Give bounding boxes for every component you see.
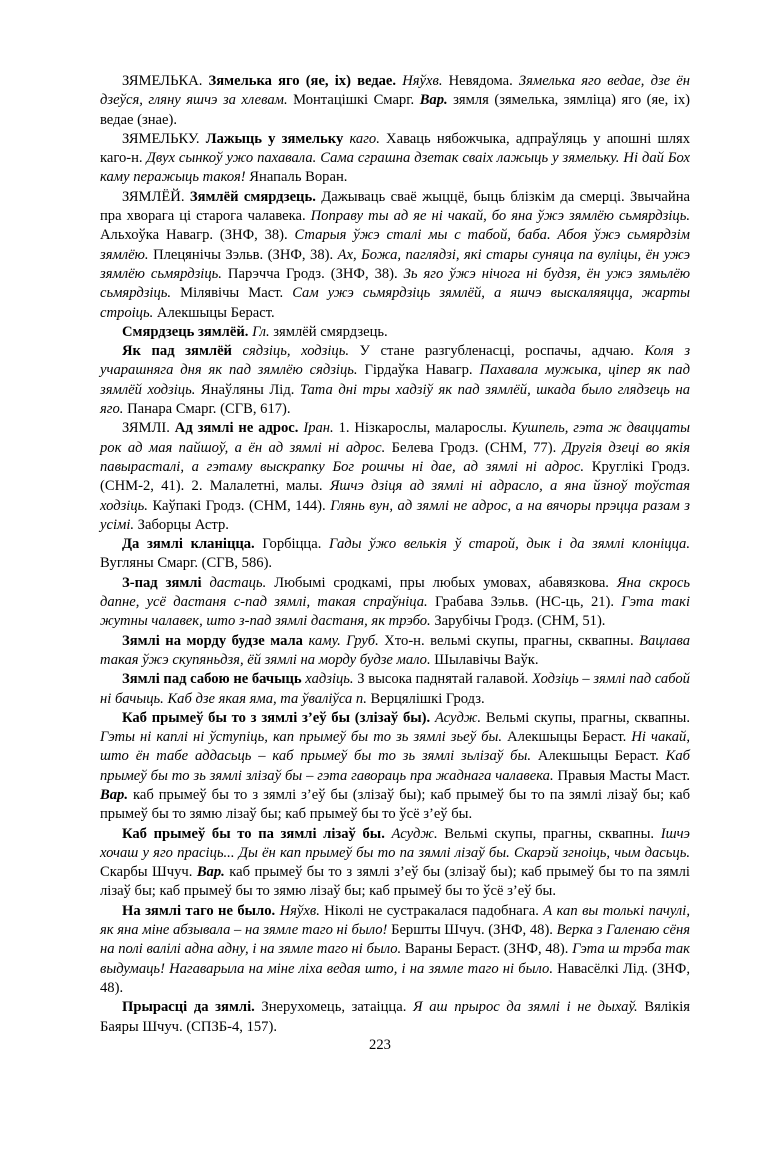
- dictionary-entry: [100, 574, 690, 632]
- entry-text: Плецянічы Зэльв. (ЗНФ, 38).: [148, 246, 338, 263]
- italic-text: Я аш прырос да зямлі і не дыхаў.: [413, 999, 638, 1016]
- entry-text: ЗЯМЕЛЬКУ.: [122, 130, 206, 147]
- headword: Зямлі пад сабою не бачыць: [122, 671, 302, 688]
- entry-text: Верцялішкі Гродз.: [366, 690, 485, 707]
- italic-text: Вар.: [419, 92, 448, 109]
- entry-text: Грабава Зэльв. (НС-ць, 21).: [427, 594, 622, 611]
- entry-text: 1. Нізкарослы, маларослы.: [333, 420, 512, 437]
- entry-text: Монтацішкі Смарг.: [287, 92, 420, 109]
- italic-text: Зямелька яго ведае, дзе ён дзеўся, гляну яшчэ за хлевам.: [100, 73, 691, 109]
- italic-text: Ходзіць – зямлі пад сабой ні бачыць. Каб дзе якая яма, та ўваліўса п.: [100, 671, 690, 707]
- entry-text: Ніколі не сустракалася падобнага.: [319, 902, 544, 919]
- entry-text: Гірдаўка Навагр.: [357, 362, 480, 379]
- dictionary-entry: [100, 72, 690, 130]
- entry-text: Знерухомець, затаіцца.: [254, 999, 413, 1016]
- italic-text: Каб прымеў бы то зь зямлі злізаў бы – гэта гавораць пра жаднага чалавека.: [100, 748, 690, 784]
- dictionary-entry: [100, 188, 690, 323]
- entry-text: ЗЯМЛІ.: [122, 420, 175, 437]
- entry-text: Алекшыцы Бераст.: [502, 729, 632, 746]
- headword: Каб прымеў бы то па зямлі лізаў бы.: [122, 825, 385, 842]
- entry-text: Вараны Бераст. (ЗНФ, 48).: [401, 941, 573, 958]
- italic-text: Гэты ні каплі ні ўступіць, кап прымеў бы то зь зямлі зьеў бы.: [100, 729, 503, 746]
- italic-text: А кап вы толькі пачулі, як яна міне абзывала – на зямле таго ні было!: [100, 902, 690, 939]
- entry-text: Правыя Масты Маст.: [553, 767, 691, 784]
- entry-text: Любымі сродкамі, пры любых умовах, абавязкова.: [266, 574, 617, 591]
- entry-text: Мілявічы Маст.: [171, 285, 293, 302]
- italic-text: сядзіць, ходзіць.: [242, 343, 350, 360]
- dictionary-entry: [100, 342, 690, 419]
- italic-text: каму. Груб.: [308, 632, 379, 649]
- dictionary-entry: [100, 535, 690, 574]
- entry-text: Альхоўка Навагр. (ЗНФ, 38).: [100, 227, 295, 244]
- entry-text: Вугляны Смарг. (СГВ, 586).: [100, 555, 273, 572]
- italic-text: Гэта такі жутны чалавек, што з-пад зямлі дастаня, як трэбо.: [100, 594, 690, 630]
- italic-text: Вар.: [196, 864, 225, 881]
- entry-text: Алекшыцы Бераст.: [153, 304, 275, 321]
- entry-text: [385, 826, 392, 842]
- entry-text: ЗЯМЛЁЙ.: [122, 188, 190, 205]
- dictionary-entry: [100, 130, 690, 188]
- dictionary-entry: [100, 670, 690, 709]
- italic-text: Вар.: [100, 786, 128, 803]
- dictionary-entry: [100, 825, 690, 902]
- headword: Каб прымеў бы то з зямлі з’еў бы (злізаў бы).: [122, 709, 431, 726]
- italic-text: Ах, Божа, паглядзі, які стары суняца па вуліцы, ён ужэ зямлёю сьмярдзіць.: [100, 246, 691, 282]
- italic-text: хадзіць.: [305, 671, 354, 688]
- entry-text: Зарубічы Гродз. (СНМ, 51).: [430, 613, 606, 630]
- headword: Як пад зямлёй: [122, 343, 232, 360]
- italic-text: Другія дзеці во якія павырасталі, а гэтаму выскрапку Бог рошчы ні дае, ад зямлі ні адрос.: [100, 439, 690, 475]
- italic-text: Зь яго ўжэ нічога ні будзя, ён ужэ зямьлёю сьмярдзіць.: [100, 265, 690, 302]
- dictionary-entry: [100, 323, 690, 342]
- entry-text: Белева Гродз. (СНМ, 77).: [385, 439, 563, 456]
- entry-text: зямля (зямелька, зямліца) яго (яе, іх) ведае (знае).: [100, 92, 690, 128]
- italic-text: Няўхв.: [279, 902, 320, 919]
- italic-text: каго.: [349, 130, 380, 147]
- dictionary-entry: [100, 419, 690, 535]
- entry-text: Алекшыцы Бераст.: [531, 748, 666, 765]
- dictionary-entry: [100, 709, 690, 825]
- headword: Смярдзець зямлёй.: [122, 323, 249, 340]
- italic-text: Тата дні тры хадзіў як пад зямлёй, шкада было глядзець на яго.: [100, 381, 690, 418]
- entry-text: зямлёй смярдзець.: [269, 323, 388, 340]
- entry-text: Круглікі Гродз. (СНМ-2, 41). 2. Малалетні, малы.: [100, 458, 690, 495]
- entry-text: Парэчча Гродз. (ЗНФ, 38).: [221, 265, 404, 282]
- italic-text: Сам ужэ сьмярдзіць зямлёй, а яшчэ выскаляяцца, жарты строіць.: [100, 285, 690, 321]
- entry-text: Бершты Шчуч. (ЗНФ, 48).: [387, 922, 557, 939]
- entry-text: Невядома.: [442, 73, 519, 89]
- italic-text: Двух сынкоў ужо пахавала. Сама сграшна дзетак сваіх лажыць у зямельку. Ні дай Бох каму перажыць такоя!: [100, 150, 690, 186]
- italic-text: Вацлава такая ўжэ скупяньдзя, ёй зямлі на морду будзе мало.: [100, 632, 691, 668]
- entry-text: Дажываць сваё жыццё, быць блізкім да смерці. Звычайна пра хворага ці старога чалавека.: [100, 188, 690, 225]
- headword: Зямлёй смярдзець.: [189, 188, 316, 205]
- headword: З-пад зямлі: [122, 574, 202, 591]
- italic-text: Кушпель, гэта ж дваццаты рок ад мая пайшоў, а ён ад зямлі ні адрос.: [100, 420, 691, 456]
- dictionary-entries: [100, 72, 690, 1037]
- italic-text: дастаць.: [209, 574, 267, 591]
- page-number: 223: [369, 1037, 391, 1053]
- italic-text: Яна скрось дапне, усё дастаня с-пад зямлі, такая спраўніца.: [100, 574, 690, 611]
- italic-text: Асудж.: [434, 709, 482, 726]
- italic-text: Поправу ты ад яе ні чакай, бо яна ўжэ зямлёю сьмярдзіць.: [310, 208, 690, 225]
- entry-text: Заборцы Астр.: [134, 516, 229, 533]
- italic-text: Гл.: [252, 323, 270, 340]
- entry-text: Хаваць нябожчыка, адпраўляць у апошні шлях каго-н.: [100, 130, 690, 167]
- entry-text: Хто-н. вельмі скупы, прагны, сквапны.: [378, 632, 640, 649]
- entry-text: Вялікія Баяры Шчуч. (СПЗБ-4, 157).: [100, 999, 690, 1035]
- entry-text: каб прымеў бы то з зямлі з’еў бы (злізаў бы); каб прымеў бы то па зямлі лізаў бы; каб прымеў бы то зямю лізаў бы; каб прымеў бы то ўсё з’еў бы.: [100, 864, 690, 900]
- italic-text: Глянь вун, ад зямлі не адрос, а на вячоры прэцца разам з усімі.: [100, 497, 690, 533]
- italic-text: Коля з учарашняга дня як пад зямлёю сядзіць.: [100, 343, 691, 379]
- italic-text: Асудж.: [391, 825, 438, 842]
- italic-text: Іран.: [303, 420, 334, 437]
- entry-text: Вельмі скупы, прагны, сквапны.: [437, 825, 661, 842]
- dictionary-entry: [100, 902, 690, 998]
- entry-text: Янапаль Воран.: [245, 169, 348, 186]
- italic-text: Яшчэ дзіця ад зямлі ні адрасло, а яна йзноў тоўстая ходзіць.: [100, 478, 690, 514]
- entry-text: Навасёлкі Лід. (ЗНФ, 48).: [100, 960, 690, 996]
- entry-text: Янаўляны Лід.: [195, 381, 300, 398]
- headword: Да зямлі кланіцца.: [122, 536, 255, 553]
- dictionary-entry: [100, 998, 690, 1037]
- italic-text: Гады ўжо велькія ў старой, дык і да зямлі клоніцца.: [329, 536, 690, 553]
- entry-text: З высока паднятай галавой.: [353, 671, 532, 688]
- headword: Зямлі на морду будзе мала: [122, 632, 303, 649]
- italic-text: Ішчэ хочаш у яго прасіць... Ды ён кап прымеў бы то па зямлі лізаў бы. Скарэй згноіць, чым дасьць.: [100, 825, 690, 861]
- headword: Лажыць у зямельку: [205, 130, 344, 147]
- headword: Ад зямлі не адрос.: [174, 420, 299, 437]
- entry-text: У стане разгубленасці, роспачы, адчаю.: [349, 343, 645, 360]
- dictionary-entry: [100, 632, 690, 671]
- entry-text: ЗЯМЕЛЬКА.: [122, 73, 209, 89]
- entry-text: [232, 343, 243, 359]
- italic-text: Гэта ш трэба так выдумаць! Нагаварыла на міне ліха ведая што, і на зямле таго ні было.: [100, 941, 690, 977]
- headword: На зямлі таго не было.: [122, 902, 276, 919]
- italic-text: Няўхв.: [402, 73, 443, 89]
- italic-text: Верка з Галенаю сёня на полі валілі адна адну, і на зямле таго ні было.: [100, 922, 690, 958]
- entry-text: Горбіцца.: [254, 536, 329, 553]
- italic-text: Старыя ўжэ сталі мы с табой, баба. Абоя ўжэ сьмярдзім зямлёю.: [100, 227, 690, 263]
- entry-text: Каўпакі Гродз. (СНМ, 144).: [147, 497, 331, 514]
- entry-text: Вельмі скупы, прагны, сквапны.: [481, 709, 690, 726]
- entry-text: Скарбы Шчуч.: [100, 864, 197, 881]
- italic-text: Ні чакай, што ён табе аддасьць – каб прымеў бы то зь зямлі зьлізаў бы.: [100, 729, 690, 765]
- entry-text: каб прымеў бы то з зямлі з’еў бы (злізаў бы); каб прымеў бы то па зямлі лізаў бы; каб прымеў бы то зямю лізаў бы; каб прымеў бы то ўсё з’еў бы.: [100, 786, 690, 823]
- headword: Прырасці да зямлі.: [122, 999, 255, 1016]
- entry-text: Шылавічы Ваўк.: [430, 651, 539, 668]
- headword: Зямелька яго (яе, іх) ведае.: [208, 73, 397, 89]
- italic-text: Пахавала мужыка, ціпер як пад зямлёй ходзіць.: [100, 362, 690, 398]
- entry-text: Панара Смарг. (СГВ, 617).: [123, 401, 291, 418]
